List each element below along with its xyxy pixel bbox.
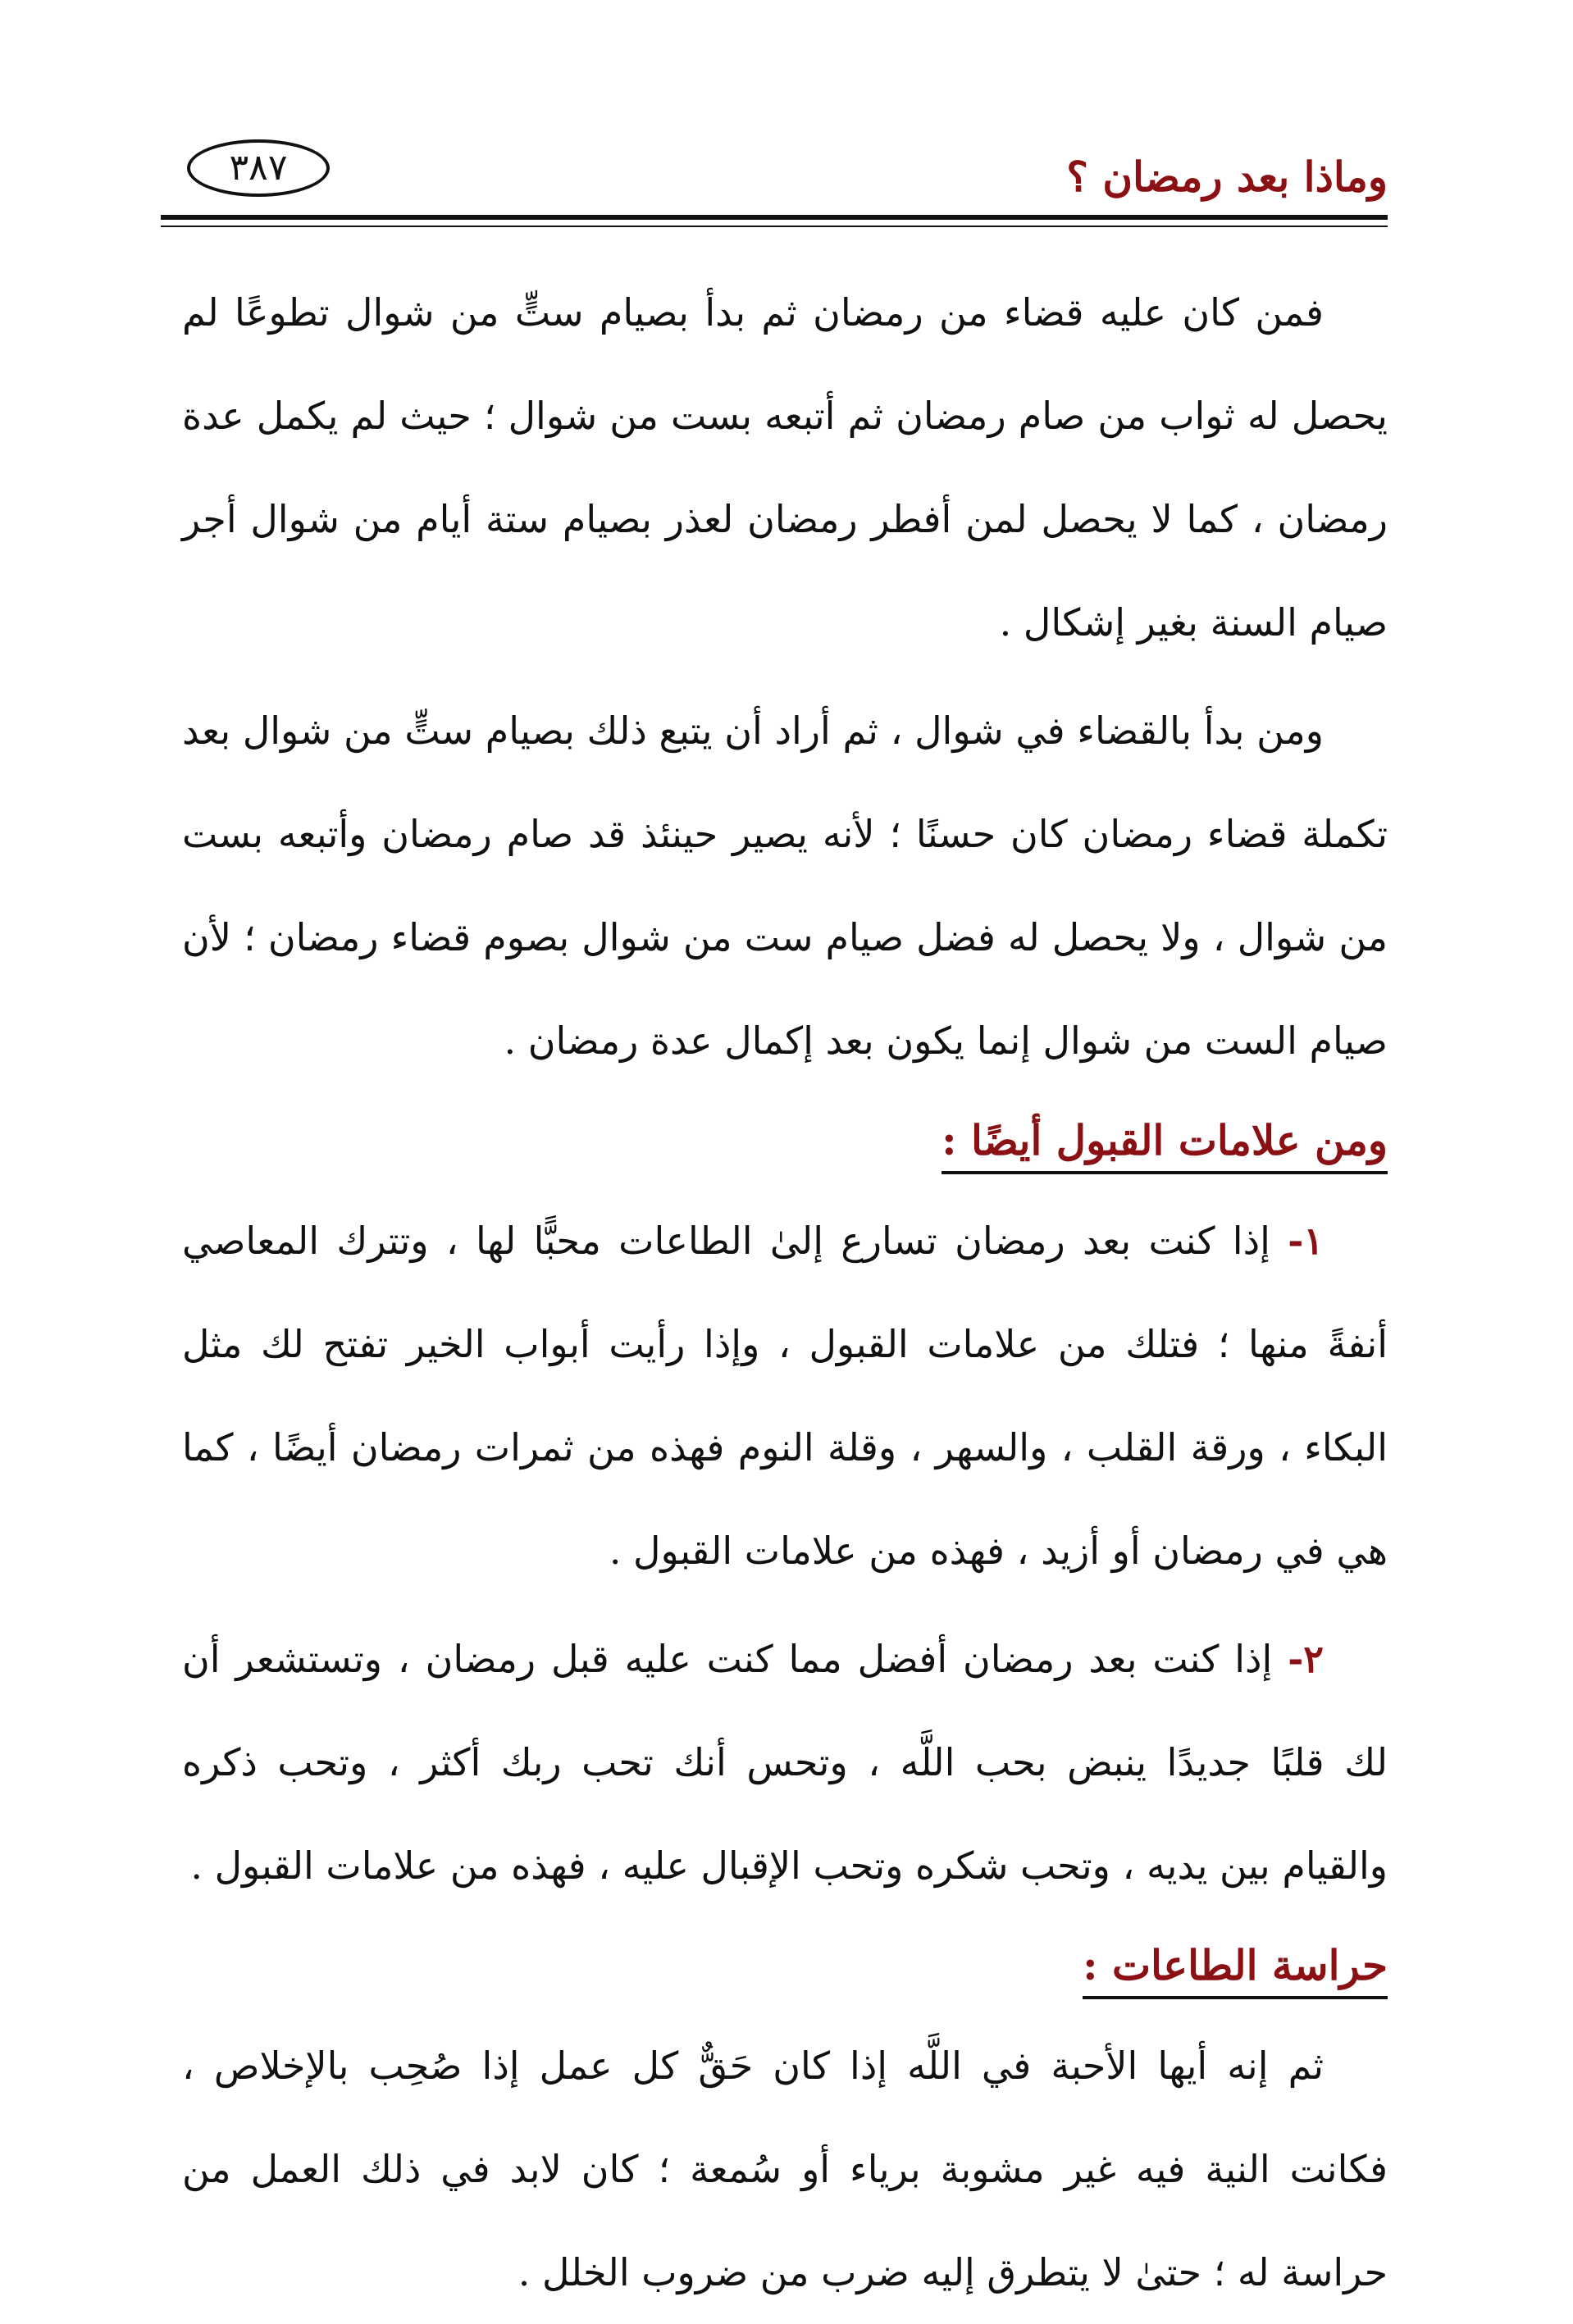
list-item-text: إذا كنت بعد رمضان تسارع إلىٰ الطاعات محبًّا لها ، وتترك المعاصي أنفةً منها ؛ فتلك من علامات القبول ، وإذا رأيت أبواب الخير تفتح لك مثل البكاء ، ورقة القلب ، والسهر ، وقلة النوم فهذه من ثمرات رمضان أيضًا ، كما هي في رمضان أو أزيد ، فهذه من علامات القبول .: [182, 1219, 1388, 1573]
running-title: وماذا بعد رمضان ؟: [1066, 153, 1388, 201]
list-item-text: إذا كنت بعد رمضان أفضل مما كنت عليه قبل رمضان ، وتستشعر أن لك قلبًا جديدًا ينبض بحب اللَّه ، وتحس أنك تحب ربك أكثر ، وتحب ذكره والقيام بين يديه ، وتحب شكره وتحب الإقبال عليه ، فهذه من علامات القبول .: [182, 1637, 1388, 1888]
list-number: ٢-: [1288, 1637, 1324, 1681]
page-number-badge: ٣٨٧: [187, 139, 330, 197]
list-number: ١-: [1288, 1219, 1325, 1263]
page-body: [182, 261, 1388, 2324]
paragraph-qada-before-shawwal: فمن كان عليه قضاء من رمضان ثم بدأ بصيام ستٍّ من شوال تطوعًا لم يحصل له ثواب من صام رمضان ثم أتبعه بست من شوال ؛ حيث لم يكمل عدة رمضان ، كما لا يحصل لمن أفطر رمضان لعذر بصيام ستة أيام من شوال أجر صيام السنة بغير إشكال .: [182, 290, 1388, 645]
section-heading-signs-of-acceptance: [182, 1092, 1388, 1189]
paragraph-guarding-deeds: ثم إنه أيها الأحبة في اللَّه إذا كان حَقٌّ كل عمل إذا صُحِب بالإخلاص ، فكانت النية فيه غير مشوبة برياء أو سُمعة ؛ كان لابد في ذلك العمل من حراسة له ؛ حتىٰ لا يتطرق إليه ضرب من ضروب الخلل .: [182, 2044, 1388, 2294]
section-heading-guarding-deeds: [182, 1917, 1388, 2014]
paragraph-qada-in-shawwal: ومن بدأ بالقضاء في شوال ، ثم أراد أن يتبع ذلك بصيام ستٍّ من شوال بعد تكملة قضاء رمضان كان حسنًا ؛ لأنه يصير حينئذ قد صام رمضان وأتبعه بست من شوال ، ولا يحصل له فضل صيام ست من شوال بصوم قضاء رمضان ؛ لأن صيام الست من شوال إنما يكون بعد إكمال عدة رمضان .: [182, 709, 1388, 1063]
list-item-2: [182, 1607, 1388, 1917]
page-header: [161, 123, 1388, 205]
header-rule-thick: [161, 215, 1388, 220]
heading-text: ومن علامات القبول أيضًا :: [942, 1116, 1388, 1174]
header-rule-thin: [161, 226, 1388, 227]
list-item-1: [182, 1189, 1388, 1602]
heading-text: حراسة الطاعات :: [1083, 1941, 1388, 1999]
